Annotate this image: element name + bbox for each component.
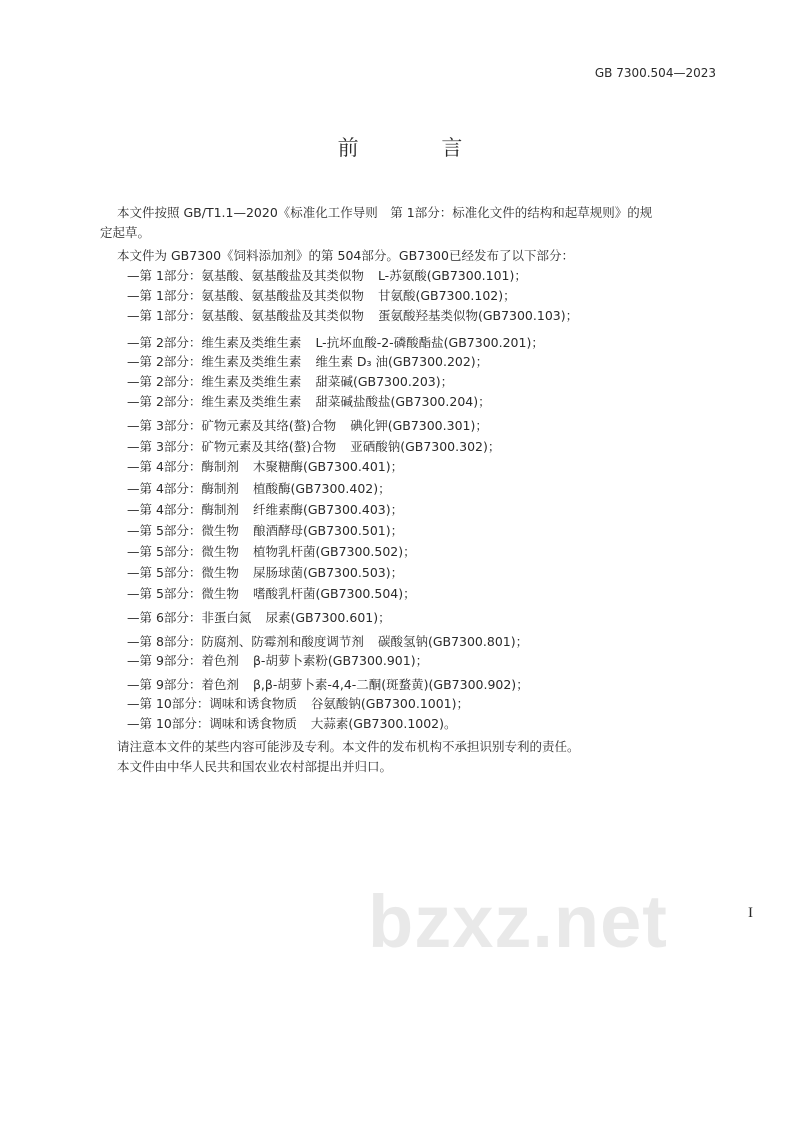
part-category: —第 6部分：非蛋白氮: [127, 610, 252, 625]
part-list-item: [127, 459, 403, 475]
part-category: —第 1部分：氨基酸、氨基酸盐及其类似物: [127, 288, 364, 303]
part-category: —第 5部分：微生物: [127, 544, 239, 559]
part-list-item: [127, 374, 453, 390]
part-product: 碳酸氢钠(GB7300.801)；: [377, 634, 529, 649]
part-product: 碘化钾(GB7300.301)；: [350, 418, 488, 433]
part-category: —第 10部分：调味和诱食物质: [127, 696, 297, 711]
part-list-item: [127, 544, 416, 560]
watermark: bzxz.net: [368, 880, 668, 963]
part-category: —第 2部分：维生素及类维生素: [127, 394, 302, 409]
part-category: —第 2部分：维生素及类维生素: [127, 354, 302, 369]
part-category: —第 2部分：维生素及类维生素: [127, 335, 302, 350]
part-product: β-胡萝卜素粉(GB7300.901)；: [252, 653, 429, 668]
part-list-item: [127, 439, 500, 455]
part-category: —第 1部分：氨基酸、氨基酸盐及其类似物: [127, 268, 364, 283]
part-list-item: [127, 523, 403, 539]
part-product: 木聚糖酶(GB7300.401)；: [252, 459, 404, 474]
part-category: —第 3部分：矿物元素及其络(螯)合物: [127, 439, 337, 454]
part-category: —第 1部分：氨基酸、氨基酸盐及其类似物: [127, 308, 364, 323]
part-product: 甘氨酸(GB7300.102)；: [377, 288, 516, 303]
part-list-item: [127, 610, 391, 626]
part-product: 大蒜素(GB7300.1002)。: [310, 716, 457, 731]
part-product: 嗜酸乳杆菌(GB7300.504)；: [252, 586, 416, 601]
part-product: 蛋氨酸羟基类似物(GB7300.103)；: [377, 308, 579, 323]
part-list-item: [127, 565, 403, 581]
part-product: 谷氨酸钠(GB7300.1001)；: [310, 696, 470, 711]
patent-note: 请注意本文件的某些内容可能涉及专利。本文件的发布机构不承担识别专利的责任。: [117, 739, 580, 754]
part-list-item: [127, 634, 528, 650]
part-list-item: [127, 268, 527, 284]
part-product: 甜菜碱(GB7300.203)；: [315, 374, 454, 389]
part-category: —第 4部分：酶制剂: [127, 502, 239, 517]
part-product: 甜菜碱盐酸盐(GB7300.204)；: [315, 394, 491, 409]
standard-number: GB 7300.504—2023: [594, 66, 716, 80]
part-product: 亚硒酸钠(GB7300.302)；: [350, 439, 501, 454]
part-product: 植物乳杆菌(GB7300.502)；: [252, 544, 416, 559]
part-list-item: [127, 502, 403, 518]
page-title: 前 言: [337, 136, 501, 160]
part-list-item: [127, 716, 457, 732]
part-product: 维生素 D₃ 油(GB7300.202)；: [315, 354, 489, 369]
part-list-item: [127, 394, 491, 410]
proposer-note: 本文件由中华人民共和国农业农村部提出并归口。: [117, 759, 393, 774]
part-category: —第 2部分：维生素及类维生素: [127, 374, 302, 389]
part-category: —第 5部分：微生物: [127, 523, 239, 538]
part-category: —第 5部分：微生物: [127, 586, 239, 601]
part-category: —第 4部分：酶制剂: [127, 459, 239, 474]
intro-line-2: 定起草。: [100, 225, 151, 240]
page-number: I: [748, 905, 753, 921]
part-category: —第 8部分：防腐剂、防霉剂和酸度调节剂: [127, 634, 364, 649]
part-category: —第 3部分：矿物元素及其络(螯)合物: [127, 418, 337, 433]
part-list-item: [127, 354, 488, 370]
part-product: 尿素(GB7300.601)；: [265, 610, 391, 625]
part-product: 纤维素酶(GB7300.403)；: [252, 502, 404, 517]
part-product: L-抗坏血酸-2-磷酸酯盐(GB7300.201)；: [315, 335, 544, 350]
part-list-item: [127, 653, 428, 669]
part-list-item: [127, 696, 469, 712]
part-category: —第 9部分：着色剂: [127, 677, 239, 692]
part-list-item: [127, 418, 488, 434]
intro-line-3: 本文件为 GB7300《饲料添加剂》的第 504部分。GB7300已经发布了以下部分：: [117, 248, 574, 263]
part-list-item: [127, 586, 416, 602]
part-list-item: [127, 288, 516, 304]
part-product: β,β-胡萝卜素-4,4-二酮(斑蝥黄)(GB7300.902)；: [252, 677, 529, 692]
part-category: —第 10部分：调味和诱食物质: [127, 716, 297, 731]
part-category: —第 5部分：微生物: [127, 565, 239, 580]
part-product: L-苏氨酸(GB7300.101)；: [377, 268, 527, 283]
part-list-item: [127, 308, 578, 324]
part-list-item: [127, 677, 529, 693]
part-product: 植酸酶(GB7300.402)；: [252, 481, 391, 496]
part-product: 酿酒酵母(GB7300.501)；: [252, 523, 404, 538]
part-list-item: [127, 335, 544, 351]
part-list-item: [127, 481, 391, 497]
part-product: 屎肠球菌(GB7300.503)；: [252, 565, 404, 580]
part-category: —第 9部分：着色剂: [127, 653, 239, 668]
intro-line-1: 本文件按照 GB/T1.1—2020《标准化工作导则 第 1部分：标准化文件的结构和起草规则》的规: [117, 205, 653, 220]
part-category: —第 4部分：酶制剂: [127, 481, 239, 496]
